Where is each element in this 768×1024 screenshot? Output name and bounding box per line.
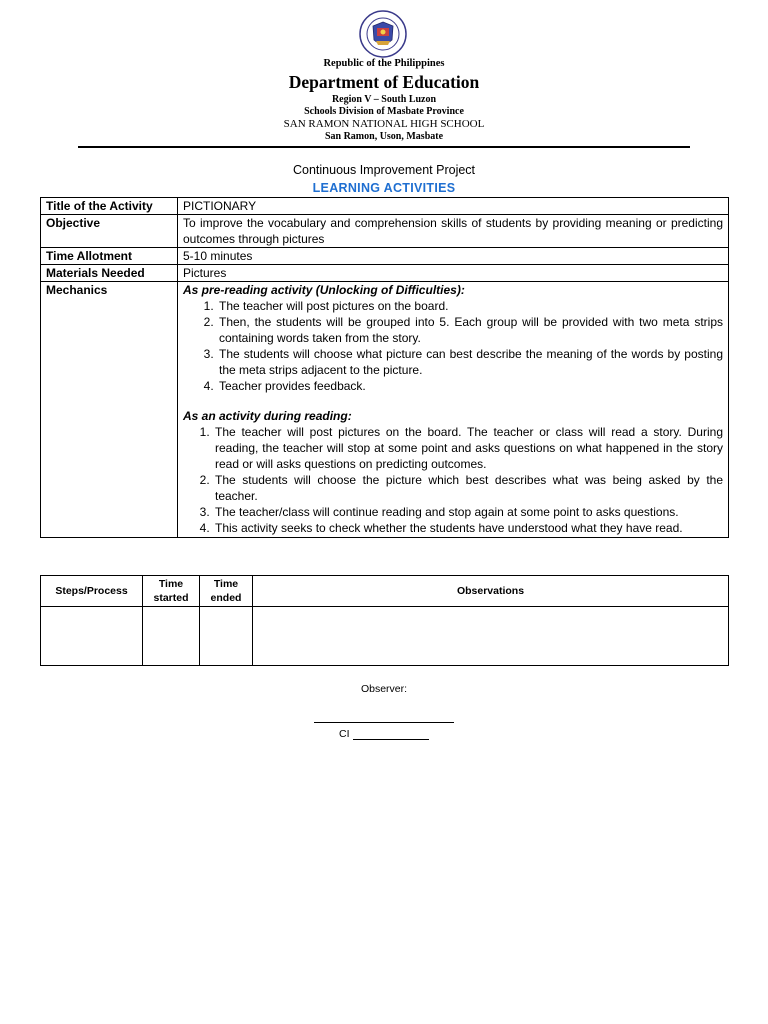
steps-process-cell[interactable] <box>41 607 143 666</box>
document-subtitle: LEARNING ACTIVITIES <box>312 181 456 195</box>
mechanics-label: Mechanics <box>41 282 178 538</box>
document-title: Continuous Improvement Project <box>292 163 476 177</box>
republic-line: Republic of the Philippines <box>323 58 445 69</box>
observation-table <box>40 575 729 666</box>
observer-signature-line <box>314 722 454 723</box>
objective-label: Objective <box>41 215 178 248</box>
list-item: 1. The teacher will post pictures on the board. <box>217 298 723 314</box>
table-header-row <box>41 576 729 607</box>
time-started-header: Time started <box>143 576 200 607</box>
school-name: SAN RAMON NATIONAL HIGH SCHOOL <box>283 118 485 130</box>
time-allotment-value: 5-10 minutes <box>178 248 729 265</box>
time-ended-cell[interactable] <box>200 607 253 666</box>
title-value: PICTIONARY <box>178 198 729 215</box>
list-item: 4. Teacher provides feedback. <box>217 378 723 394</box>
deped-seal-logo <box>354 10 412 58</box>
mechanics-content <box>178 282 729 538</box>
list-item: 2. Then, the students will be grouped into 5. Each group will be provided with two meta strips containing words taken from the story. <box>217 314 723 346</box>
objective-value: To improve the vocabulary and comprehension skills of students by providing meaning or predicting outcomes through pictures <box>178 215 729 248</box>
time-allotment-label: Time Allotment <box>41 248 178 265</box>
activity-table <box>40 197 729 538</box>
pre-reading-steps <box>183 298 723 394</box>
table-row <box>41 198 729 215</box>
table-row <box>41 248 729 265</box>
time-started-cell[interactable] <box>143 607 200 666</box>
list-item: 4. This activity seeks to check whether the students have understood what they have read. <box>213 520 723 536</box>
during-reading-heading: As an activity during reading: <box>183 409 352 423</box>
department-name: Department of Education <box>288 72 480 92</box>
table-row <box>41 282 729 538</box>
time-ended-header: Time ended <box>200 576 253 607</box>
observer-label: Observer: <box>360 683 408 695</box>
table-row <box>41 215 729 248</box>
observations-cell[interactable] <box>253 607 729 666</box>
observations-header: Observations <box>253 576 729 607</box>
school-address: San Ramon, Uson, Masbate <box>324 131 444 142</box>
division-line: Schools Division of Masbate Province <box>304 106 464 117</box>
steps-process-header: Steps/Process <box>41 576 143 607</box>
during-reading-steps <box>183 424 723 536</box>
title-label: Title of the Activity <box>41 198 178 215</box>
materials-label: Materials Needed <box>41 265 178 282</box>
pre-reading-heading: As pre-reading activity (Unlocking of Difficulties): <box>183 283 465 297</box>
region-line: Region V – South Luzon <box>331 94 437 105</box>
header-divider <box>78 146 690 148</box>
list-item: 1. The teacher will post pictures on the board. The teacher or class will read a story. During reading, the teacher will stop at some point and asks questions on what happened in the story read or will asks questions on predicting outcomes. <box>213 424 723 472</box>
table-row <box>41 607 729 666</box>
materials-value: Pictures <box>178 265 729 282</box>
list-item: 2. The students will choose the picture which best describes what was being asked by the teacher. <box>213 472 723 504</box>
table-row <box>41 265 729 282</box>
list-item: 3. The teacher/class will continue reading and stop again at some point to asks questions. <box>213 504 723 520</box>
ci-label: CI <box>339 728 350 740</box>
ci-signature-line <box>353 739 429 740</box>
list-item: 3. The students will choose what picture can best describe the meaning of the words by posting the meta strips adjacent to the picture. <box>217 346 723 378</box>
